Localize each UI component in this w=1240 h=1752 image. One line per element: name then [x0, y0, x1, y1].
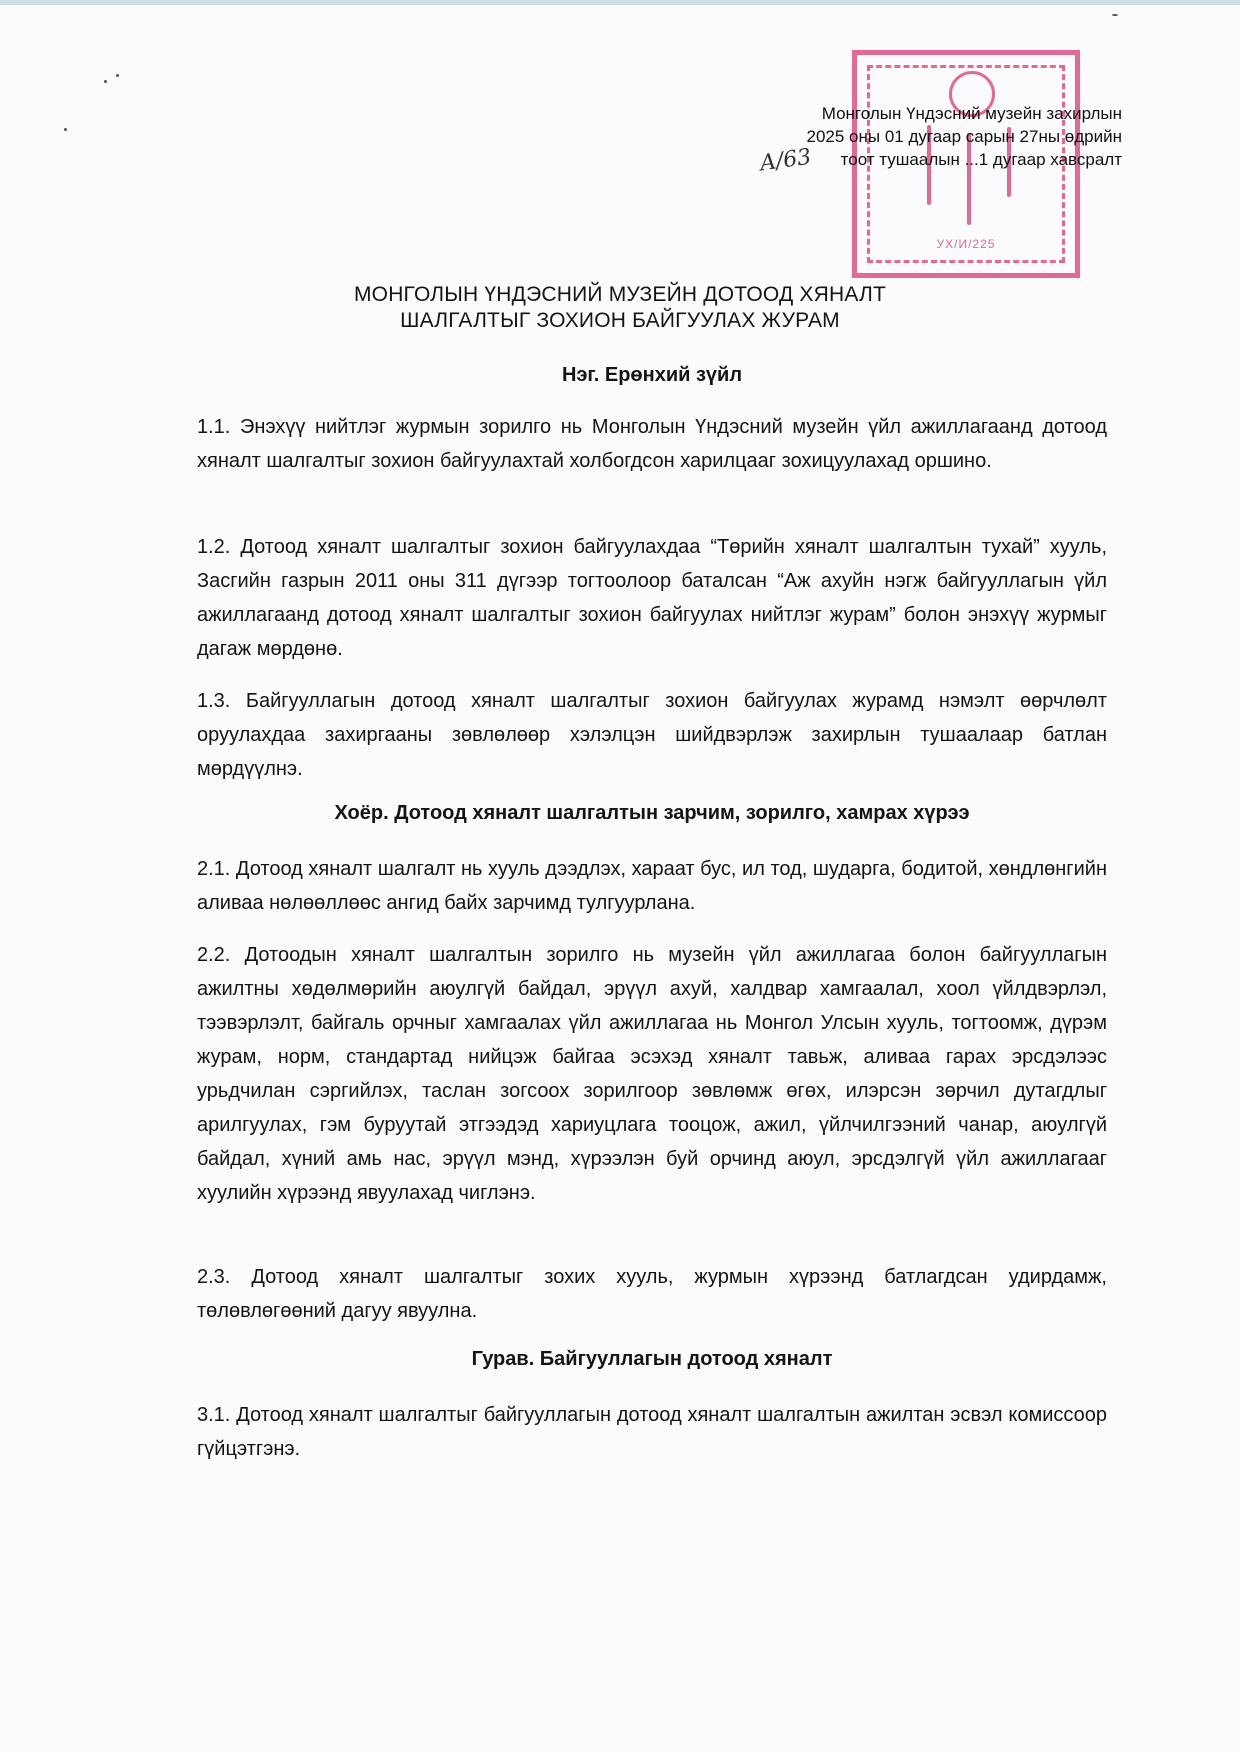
- section-heading: Нэг. Ерөнхий зүйл: [561, 364, 743, 386]
- scan-edge: [0, 0, 1240, 5]
- paragraph: 1.3. Байгууллагын дотоод хяналт шалгалтыг зохион байгуулах журамд нэмэлт өөрчлөлт оруулахдаа захиргааны зөвлөлөөр хэлэлцэн шийдвэрлэж захирлын тушаалаар батлан мөрдүүлнэ.: [197, 690, 1107, 780]
- paragraph: 1.2. Дотоод хяналт шалгалтыг зохион байгуулахдаа “Төрийн хяналт шалгалтын тухай” хууль, Засгийн газрын 2011 оны 311 дүгээр тогтоолоор баталсан “Аж ахуйн нэгж байгууллагын үйл ажиллагаанд дотоод хяналт шалгалтыг зохион байгуулах нийтлэг журам” болон энэхүү журмыг дагаж мөрдөнө.: [197, 536, 1107, 660]
- approval-line-2: 2025 оны 01 дугаар сарын 27ны өдрийн: [806, 127, 1122, 146]
- title-line-1: МОНГОЛЫН ҮНДЭСНИЙ МУЗЕЙН ДОТООД ХЯНАЛТ: [353, 283, 887, 306]
- document-title: [0, 282, 1240, 334]
- paragraph: 2.2. Дотоодын хяналт шалгалтын зорилго нь музейн үйл ажиллагаа болон байгууллагын ажилтны хөдөлмөрийн аюулгүй байдал, эрүүл ахуй, халдвар хамгаалал, хоол үйлдвэрлэл, тээвэрлэлт, байгаль орчныг хамгаалах үйл ажиллагаа нь Монгол Улсын хууль, тогтоомж, дүрэм журам, норм, стандартад нийцэж байгаа эсэхэд хяналт тавьж, аливаа гарах эрсдэлээс урьдчилан сэргийлэх, таслан зогсоох зорилгоор зөвлөмж өгөх, илэрсэн зөрчил дутагдлыг арилгуулах, гэм буруутай этгээдэд хариуцлага тооцож, ажил, үйлчилгээний чанар, аюулгүй байдал, хүний амь нас, эрүүл мэнд, хүрээлэн буй орчинд аюул, эрсдэлгүй үйл ажиллагааг хуулийн хүрээнд явуулахад чиглэнэ.: [197, 944, 1107, 1204]
- handwritten-order-number: A/63: [758, 144, 813, 177]
- paragraph: 2.3. Дотоод хяналт шалгалтыг зохих хууль, журмын хүрээнд батлагдсан удирдамж, төлөвлөгөөний дагуу явуулна.: [197, 1266, 1107, 1322]
- paragraph: 3.1. Дотоод хяналт шалгалтыг байгууллагын дотоод хяналт шалгалтын ажилтан эсвэл комиссоор гүйцэтгэнэ.: [197, 1404, 1107, 1460]
- approval-block: [807, 102, 1122, 171]
- paragraph: 1.1. Энэхүү нийтлэг журмын зорилго нь Монголын Үндэсний музейн үйл ажиллагаанд дотоод хяналт шалгалтыг зохион байгуулахтай холбогдсон харилцааг зохицуулахад оршино.: [197, 416, 1107, 472]
- stamp-registration-text: УХ/И/225: [936, 237, 996, 251]
- title-line-2: ШАЛГАЛТЫГ ЗОХИОН БАЙГУУЛАХ ЖУРАМ: [400, 309, 840, 332]
- approval-line-1: Монголын Үндэсний музейн захирлын: [821, 104, 1122, 123]
- section-heading: Хоёр. Дотоод хяналт шалгалтын зарчим, зорилго, хамрах хүрээ: [334, 802, 970, 824]
- section-heading: Гурав. Байгууллагын дотоод хяналт: [471, 1348, 833, 1370]
- approval-line-3: тоот тушаалын ...1 дугаар хавсралт: [840, 150, 1122, 169]
- paragraph: 2.1. Дотоод хяналт шалгалт нь хууль дээдлэх, хараат бус, ил тод, шударга, бодитой, хөндлөнгийн аливаа нөлөөллөөс ангид байх зарчимд тулгуурлана.: [197, 858, 1107, 914]
